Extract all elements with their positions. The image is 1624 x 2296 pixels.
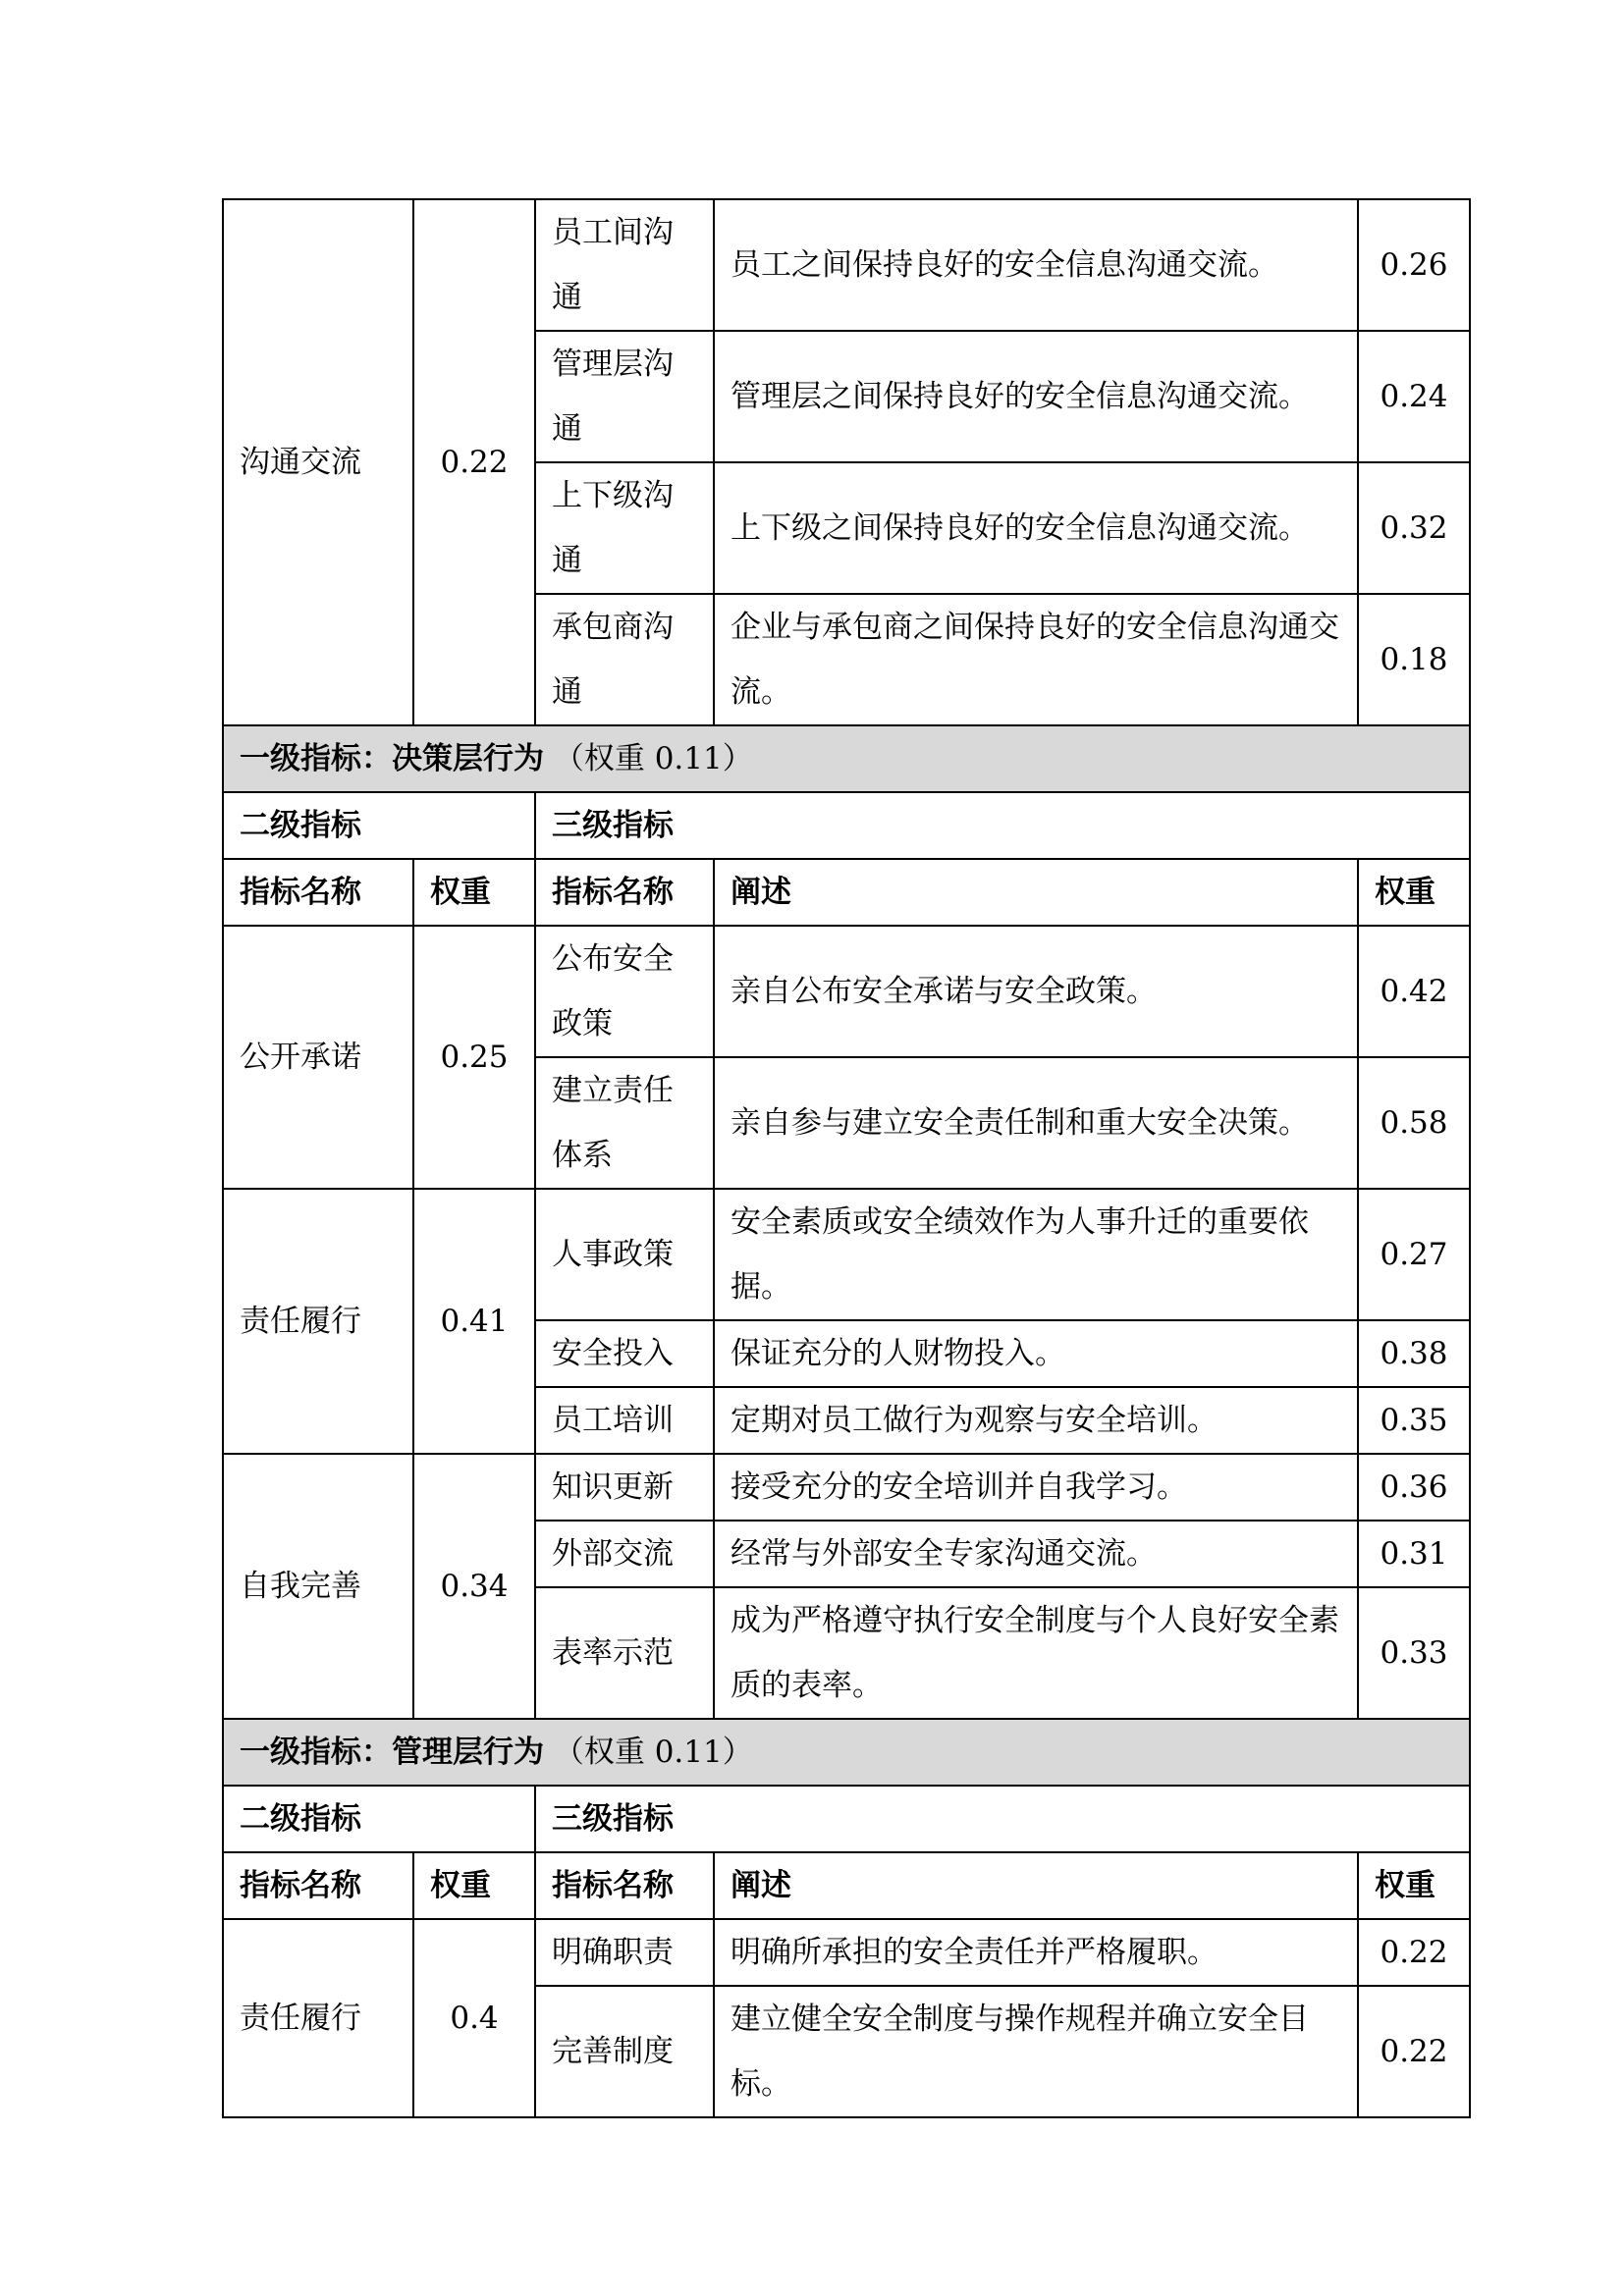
level3-desc: 安全素质或安全绩效作为人事升迁的重要依据。 [714,1189,1358,1320]
table-row [223,926,1470,1057]
level3-name: 上下级沟通 [535,462,714,594]
col-header-name: 指标名称 [223,1852,413,1919]
level2-weight: 0.41 [413,1189,535,1454]
level3-desc: 接受充分的安全培训并自我学习。 [714,1454,1358,1521]
level3-weight: 0.36 [1358,1454,1470,1521]
col-header-weight3: 权重 [1358,1852,1470,1919]
level3-weight: 0.27 [1358,1189,1470,1320]
level3-name: 人事政策 [535,1189,714,1320]
level3-weight: 0.18 [1358,594,1470,725]
level3-weight: 0.42 [1358,926,1470,1057]
col-header-desc: 阐述 [714,1852,1358,1919]
col-header-desc: 阐述 [714,859,1358,926]
section-header-row [223,725,1470,792]
level3-weight: 0.33 [1358,1587,1470,1719]
level3-desc: 保证充分的人财物投入。 [714,1320,1358,1387]
section-header-row [223,1719,1470,1786]
level3-weight: 0.26 [1358,199,1470,331]
level3-name: 承包商沟通 [535,594,714,725]
level-header-row [223,792,1470,859]
level3-weight: 0.38 [1358,1320,1470,1387]
level3-desc: 明确所承担的安全责任并严格履职。 [714,1919,1358,1986]
level3-name: 管理层沟通 [535,331,714,462]
level3-desc: 企业与承包商之间保持良好的安全信息沟通交流。 [714,594,1358,725]
level3-desc: 经常与外部安全专家沟通交流。 [714,1521,1358,1587]
section-title [223,1719,1470,1786]
level3-weight: 0.31 [1358,1521,1470,1587]
col-header-name3: 指标名称 [535,859,714,926]
level2-weight: 0.34 [413,1454,535,1719]
level3-weight: 0.22 [1358,1919,1470,1986]
indicator-table [222,198,1471,2118]
level3-desc: 建立健全安全制度与操作规程并确立安全目标。 [714,1986,1358,2117]
level3-header: 三级指标 [535,792,1470,859]
level3-name: 员工间沟通 [535,199,714,331]
level-header-row [223,1786,1470,1852]
level2-name: 责任履行 [223,1919,413,2117]
level2-header: 二级指标 [223,792,535,859]
section-title-weight: （权重 0.11） [553,741,753,776]
level3-name: 知识更新 [535,1454,714,1521]
level3-desc: 亲自公布安全承诺与安全政策。 [714,926,1358,1057]
level2-name: 自我完善 [223,1454,413,1719]
col-header-weight: 权重 [413,859,535,926]
level3-desc: 上下级之间保持良好的安全信息沟通交流。 [714,462,1358,594]
level3-desc: 成为严格遵守执行安全制度与个人良好安全素质的表率。 [714,1587,1358,1719]
section-title [223,725,1470,792]
col-header-weight3: 权重 [1358,859,1470,926]
level2-weight: 0.25 [413,926,535,1189]
column-header-row [223,1852,1470,1919]
level2-weight: 0.22 [413,199,535,725]
level3-name: 建立责任体系 [535,1057,714,1189]
level3-name: 外部交流 [535,1521,714,1587]
level2-header: 二级指标 [223,1786,535,1852]
column-header-row [223,859,1470,926]
level3-header: 三级指标 [535,1786,1470,1852]
level3-desc: 员工之间保持良好的安全信息沟通交流。 [714,199,1358,331]
level3-weight: 0.24 [1358,331,1470,462]
level3-name: 公布安全政策 [535,926,714,1057]
table-row [223,1454,1470,1521]
level3-desc: 管理层之间保持良好的安全信息沟通交流。 [714,331,1358,462]
level2-name: 责任履行 [223,1189,413,1454]
table-row [223,1919,1470,1986]
level3-name: 明确职责 [535,1919,714,1986]
level3-weight: 0.32 [1358,462,1470,594]
level3-name: 完善制度 [535,1986,714,2117]
level3-name: 表率示范 [535,1587,714,1719]
table-row [223,199,1470,331]
section-title-weight: （权重 0.11） [553,1735,753,1770]
level2-name: 沟通交流 [223,199,413,725]
section-title-label: 一级指标：决策层行为 [240,741,544,776]
col-header-name: 指标名称 [223,859,413,926]
col-header-weight: 权重 [413,1852,535,1919]
section-title-label: 一级指标：管理层行为 [240,1735,544,1770]
level2-name: 公开承诺 [223,926,413,1189]
level3-weight: 0.22 [1358,1986,1470,2117]
level3-name: 员工培训 [535,1387,714,1454]
level2-weight: 0.4 [413,1919,535,2117]
level3-weight: 0.58 [1358,1057,1470,1189]
level3-weight: 0.35 [1358,1387,1470,1454]
level3-name: 安全投入 [535,1320,714,1387]
table-row [223,1189,1470,1320]
col-header-name3: 指标名称 [535,1852,714,1919]
level3-desc: 亲自参与建立安全责任制和重大安全决策。 [714,1057,1358,1189]
level3-desc: 定期对员工做行为观察与安全培训。 [714,1387,1358,1454]
